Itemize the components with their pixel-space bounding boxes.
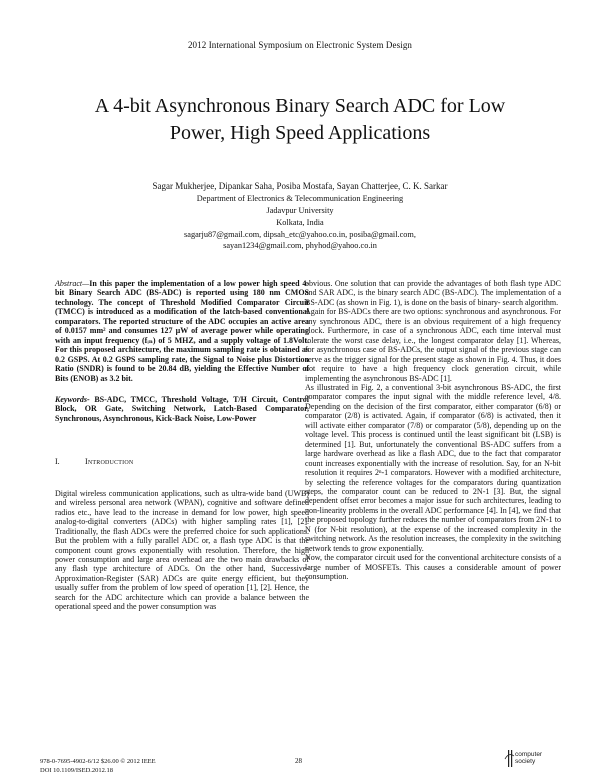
title-line-2: Power, High Speed Applications — [169, 122, 431, 144]
keywords — [55, 395, 309, 423]
abstract-text: In this paper the implementation of a low power high speed 4-bit Binary Search ADC (BS-ADC) is reported using 180 nm CMOS technology. The concept of Threshold Modified Comparator Circuit (TMCC) is introduced as a modification of the latch-based conventional comparators. The reported structure of the ADC occupies an active area of 0.0157 mm² and consumes 127 µW of average power while operating with an input frequency (fᵢₙ) of 5 MHZ, and a supply voltage of 1.8Volt. For this proposed architecture, the maximum sampling rate is obtained as 0.2 GSPS. At 0.2 GSPS sampling rate, the Signal to Noise plus Distortion Ratio (SNDR) is found to be 20.84 dB, yielding the Effective Number of Bits (ENOB) as 3.2 bit. — [55, 279, 309, 383]
conference-header: 2012 International Symposium on Electronic System Design — [187, 40, 413, 50]
ieee-computer-society-logo-icon — [503, 749, 515, 769]
keywords-lead: Keywords- — [55, 394, 90, 404]
author-emails-line-1: sagarju87@gmail.com, dipsah_etc@yahoo.co.in, posiba@gmail.com, — [184, 229, 416, 239]
page-number: 28 — [295, 757, 302, 765]
keywords-text: BS-ADC, TMCC, Threshold Voltage, T/H Circuit, Control Block, OR Gate, Switching Network, Latch-Based Comparator, Synchronous, Asynchronous, Kick-Back Noise, Low-Power — [55, 394, 309, 423]
intro-paragraph: Digital wireless communication applications, such as ultra-wide band (UWB) and wireless personal area network (WPAN), cognitive and software defined radios etc., have lead to the increase in demand for low power, high speed analog-to-digital converters (ADCs) with higher sampling rates [1], [2]. Traditionally, the flash ADCs were the preferred choice for such applications. But the problem with a fully parallel ADC or, a flash type ADC is that the component count grows exponentially with resolution. Therefore, the high power consumption and large area overhead are the two main drawbacks of any flash type architecture of ADCs. On the other hand, Successive-Approximation-Register (SAR) ADCs are quite energy efficient, but they usually suffer from the problem of low speed of operation [1], [2]. Hence, the search for the ADC architecture which can provide a balance between the operational speed and the power consumption was — [55, 488, 309, 612]
abstract-lead: Abstract— — [55, 279, 90, 288]
left-column — [55, 279, 309, 612]
footer-publication-info — [40, 757, 156, 775]
footer-doi: DOI 10.1109/ISED.2012.18 — [40, 767, 114, 774]
right-paragraph-3: As illustrated in Fig. 2, a conventional 3-bit asynchronous BS-ADC, the first comparator compares the input signal with the middle reference level, 4/8. Depending on the decision of the first comparator, either comparator (6/8) or comparator (2/8) is activated. Again, if comparator (6/8) is activated, then it will activate either comparator (7/8) or comparator (5/8), depending up on the voltage level. This process is continued until the least significant bit (LSB) is determined [1]. But, unfortunately the conventional BS-ADC suffers from a large hardware overhead as like a flash ADC, due to the fact that comparator count increases exponentially with the increase of resolution. Say, for an N-bit resolution it requires 2ⁿ-1 comparators. However with a modified architecture, by selecting the reference voltages for the comparators during quantization steps, the comparator count can be reduced to 2N-1 [3]. But, the signal dependent offset error becomes a major issue for such architectures, leading to non-linearity problems in the overall ADC performance [4]. In [4], we find that the proposed topology further reduces the number of comparators from 2N-1 to N (for N-bit resolution), at the expense of the increased complexity in the switching network. As the resolution increases, the complexity in the switching network tends to grow exponentially. — [305, 382, 561, 553]
right-paragraph-4: Now, the comparator circuit used for the conventional architecture consists of a large number of MOSFETs. This causes a considerable amount of power consumption. — [305, 553, 561, 582]
logo-text-computer: computer — [515, 751, 543, 758]
abstract — [55, 279, 309, 383]
logo-text-society: society — [515, 758, 536, 765]
footer-isbn: 978-0-7695-4902-6/12 $26.00 © 2012 IEEE — [40, 758, 156, 765]
title-line-1: A 4-bit Asynchronous Binary Search ADC for Low — [94, 95, 506, 117]
right-column — [305, 279, 561, 582]
logo-text — [515, 751, 542, 765]
affiliation-city: Kolkata, India — [276, 218, 324, 227]
section-heading-introduction — [55, 457, 309, 466]
affiliation-university: Jadavpur University — [266, 206, 334, 215]
author-list: Sagar Mukherjee, Dipankar Saha, Posiba Mostafa, Sayan Chatterjee, C. K. Sarkar — [152, 181, 448, 191]
right-paragraph-2: Again for BS-ADCs there are two options: synchronous and asynchronous. For any synchronous ADC, there is an obvious requirement of a high frequency clock. Furthermore, in case of a synchronous ADC, each time interval must tolerate the worst case delay, i.e., the longest comparator delay [1]. Whereas, for asynchronous case of BS-ADCs, the output signal of the previous stage can serve as the trigger signal for the present stage as shown in Fig. 4. Thus, it does not require to have a high frequency clock generation circuit, while implementing the asynchronous BS-ADC [1]. — [305, 307, 561, 383]
right-paragraph-1: obvious. One solution that can provide the advantages of both flash type ADC and SAR ADC, is the binary search ADC (BS-ADC). The implementation of a BS-ADC (as shown in Fig. 1), is done on the basis of binary- search algorithm. — [305, 279, 561, 307]
section-number: I. — [55, 457, 60, 467]
author-emails-line-2: sayan1234@gmail.com, phyhod@yahoo.co.in — [223, 241, 377, 250]
computer-society-logo — [503, 749, 553, 773]
section-name: Introduction — [85, 457, 134, 467]
paper-title — [40, 93, 560, 147]
affiliation-dept: Department of Electronics & Telecommunication Engineering — [196, 194, 404, 203]
